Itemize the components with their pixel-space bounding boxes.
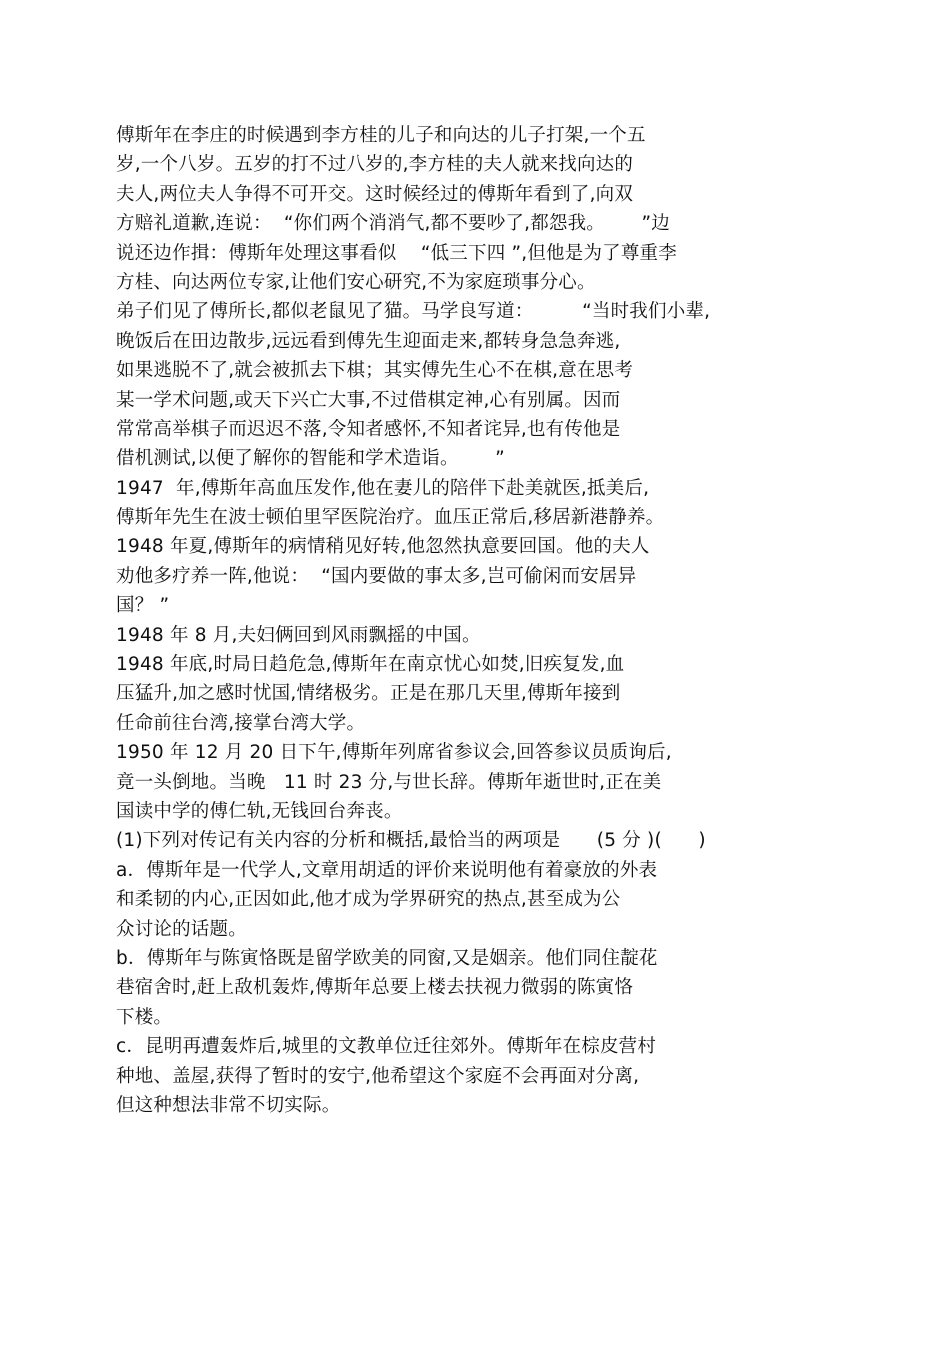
- text-line: 夫人,两位夫人争得不可开交。这时候经过的傅斯年看到了,向双: [116, 183, 634, 205]
- option-c: 但这种想法非常不切实际。: [116, 1094, 341, 1116]
- option-b: 巷宿舍时,赶上敌机轰炸,傅斯年总要上楼去扶视力微弱的陈寅恪: [116, 977, 634, 999]
- option-a: a．傅斯年是一代学人,文章用胡适的评价来说明他有着豪放的外表: [116, 859, 658, 881]
- text-line: 压猛升,加之感时忧国,情绪极劣。正是在那几天里,傅斯年接到: [116, 683, 621, 705]
- text-line: 借机测试,以便了解你的智能和学术造诣。 ”: [116, 448, 505, 470]
- text-line: 如果逃脱不了,就会被抓去下棋；其实傅先生心不在棋,意在思考: [116, 360, 634, 382]
- text-line: 1947 年,傅斯年高血压发作,他在妻儿的陪伴下赴美就医,抵美后,: [116, 477, 650, 499]
- option-b: b．傅斯年与陈寅恪既是留学欧美的同窗,又是姻亲。他们同住靛花: [116, 947, 658, 969]
- text-line: 晚饭后在田边散步,远远看到傅先生迎面走来,都转身急急奔逃,: [116, 330, 621, 352]
- text-line: 1948 年 8 月,夫妇俩回到风雨飘摇的中国。: [116, 624, 481, 646]
- option-a: 和柔韧的内心,正因如此,他才成为学界研究的热点,甚至成为公: [116, 889, 621, 911]
- question-stem: (1)下列对传记有关内容的分析和概括,最恰当的两项是 (5 分 )( ): [116, 830, 706, 852]
- text-line: 某一学术问题,或天下兴亡大事,不过借棋定神,心有别属。因而: [116, 389, 621, 411]
- option-b: 下楼。: [116, 1006, 173, 1028]
- option-c: c．昆明再遭轰炸后,城里的文教单位迁往郊外。傅斯年在棕皮营村: [116, 1036, 657, 1058]
- text-line: 方赔礼道歉,连说： “你们两个消消气,都不要吵了,都怨我。 ”边: [116, 213, 670, 235]
- option-c: 种地、盖屋,获得了暂时的安宁,他希望这个家庭不会再面对分离,: [116, 1065, 640, 1087]
- text-line: 1948 年底,时局日趋危急,傅斯年在南京忧心如焚,旧疾复发,血: [116, 654, 625, 676]
- document-body: [116, 121, 836, 1120]
- text-line: 1950 年 12 月 20 日下午,傅斯年列席省参议会,回答参议员质询后,: [116, 742, 672, 764]
- text-line: 1948 年夏,傅斯年的病情稍见好转,他忽然执意要回国。他的夫人: [116, 536, 650, 558]
- text-line: 方桂、向达两位专家,让他们安心研究,不为家庭琐事分心。: [116, 271, 596, 293]
- text-line: 国？ ”: [116, 595, 170, 617]
- text-line: 说还边作揖：傅斯年处理这事看似 “低三下四 ”,但他是为了尊重李: [116, 242, 677, 264]
- text-line: 劝他多疗养一阵,他说： “国内要做的事太多,岂可偷闲而安居异: [116, 565, 637, 587]
- text-line: 任命前往台湾,接掌台湾大学。: [116, 712, 366, 734]
- text-line: 弟子们见了傅所长,都似老鼠见了猫。马学良写道： “当时我们小辈,: [116, 301, 711, 323]
- text-line: 国读中学的傅仁轨,无钱回台奔丧。: [116, 800, 403, 822]
- text-line: 竟一头倒地。当晚 11 时 23 分,与世长辞。傅斯年逝世时,正在美: [116, 771, 662, 793]
- option-a: 众讨论的话题。: [116, 918, 247, 940]
- text-line: 傅斯年在李庄的时候遇到李方桂的儿子和向达的儿子打架,一个五: [116, 125, 646, 146]
- text-line: 常常高举棋子而迟迟不落,令知者感怀,不知者诧异,也有传他是: [116, 418, 621, 440]
- text-line: 傅斯年先生在波士顿伯里罕医院治疗。血压正常后,移居新港静养。: [116, 507, 665, 529]
- text-line: 岁,一个八岁。五岁的打不过八岁的,李方桂的夫人就来找向达的: [116, 154, 634, 176]
